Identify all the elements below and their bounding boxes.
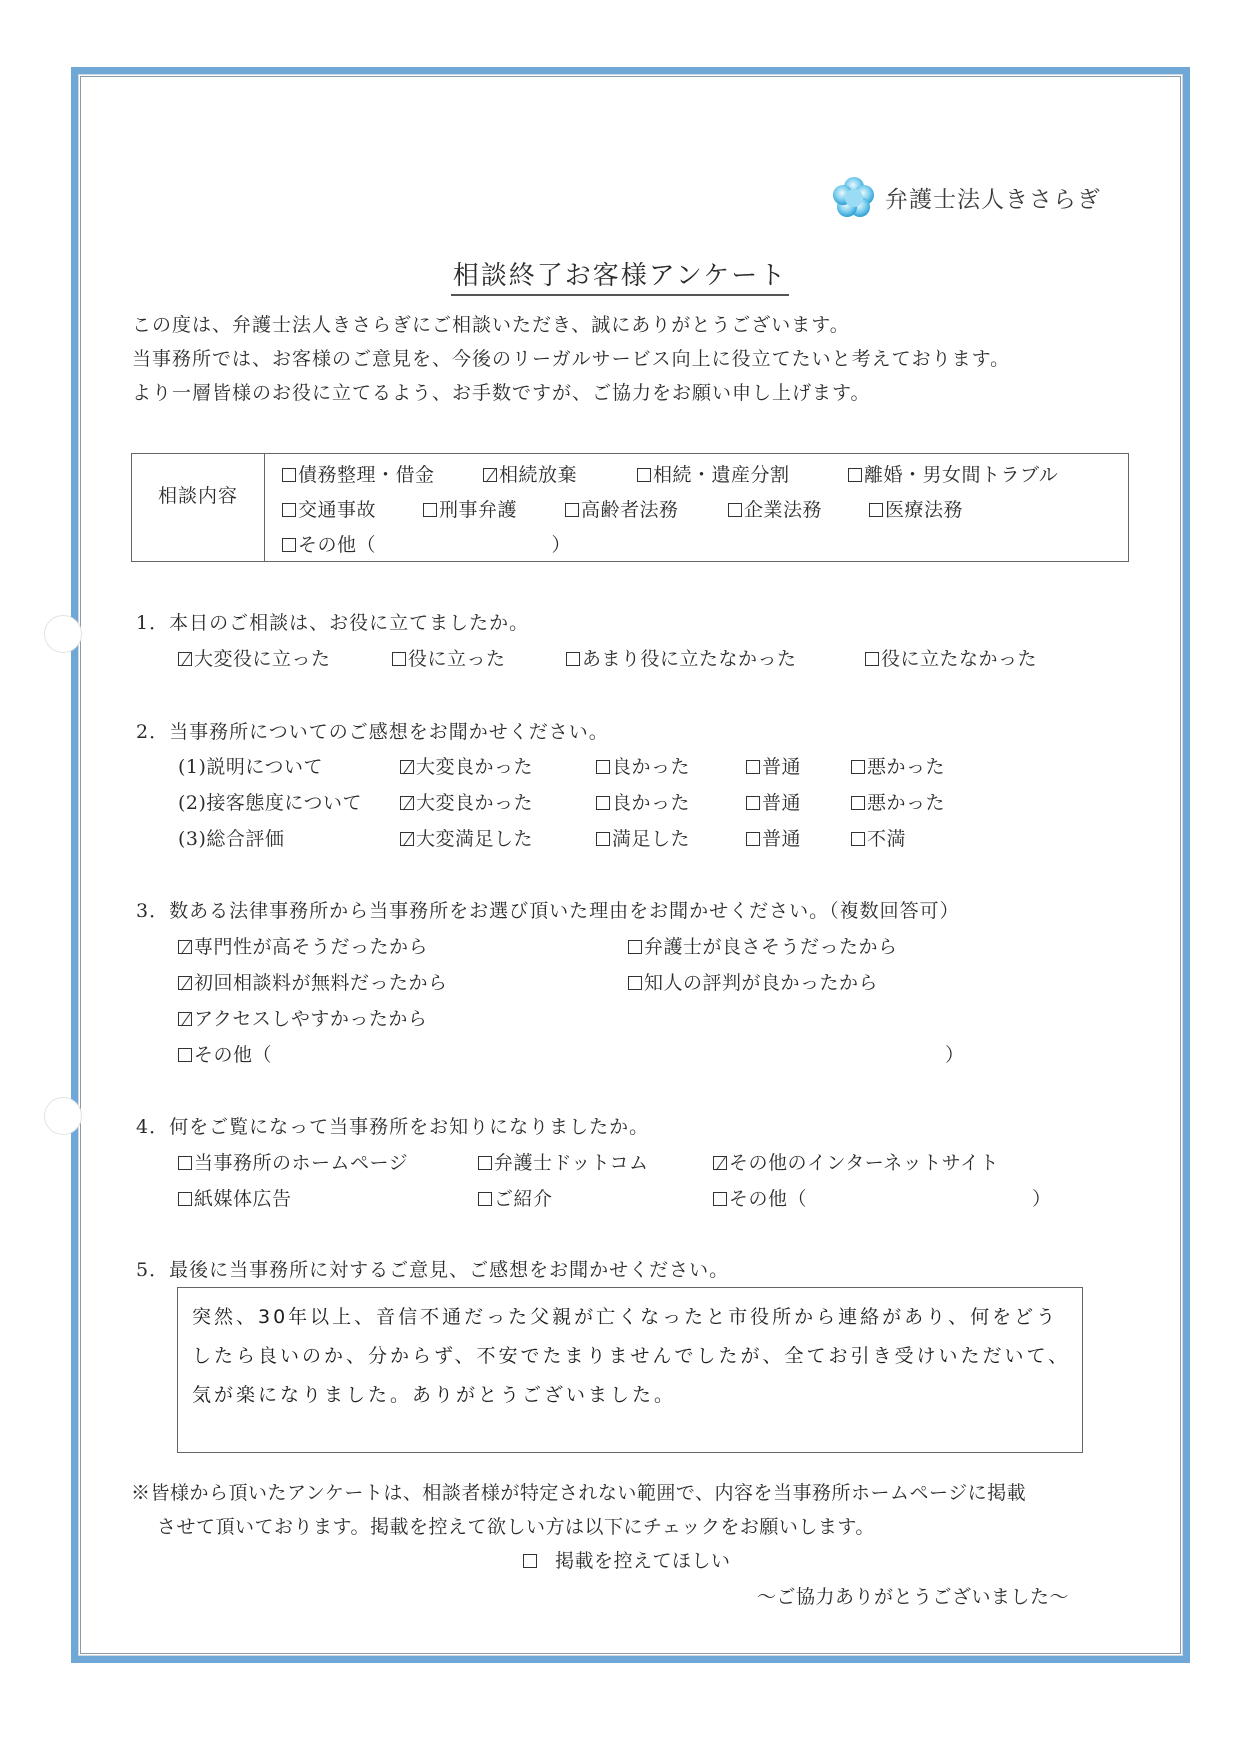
option-label: 不満	[867, 828, 907, 850]
checkbox-option[interactable]	[851, 824, 906, 851]
checkbox-option[interactable]	[178, 932, 428, 959]
checkbox-option[interactable]	[178, 1004, 427, 1031]
intro-line: より一層皆様のお役に立てるよう、お手数ですが、ご協力をお願い申し上げます。	[132, 382, 871, 404]
checked-checkbox-icon	[178, 652, 192, 666]
rating-row-label: (1)説明について	[178, 756, 324, 778]
checkbox-icon	[596, 832, 610, 846]
punch-hole	[44, 615, 82, 653]
checkbox-icon	[628, 976, 642, 990]
option-label: その他（	[729, 1188, 808, 1210]
checkbox-option[interactable]	[178, 1040, 272, 1067]
checked-checkbox-icon	[713, 1156, 727, 1170]
checkbox-option[interactable]	[565, 495, 679, 522]
optout-label: 掲載を控えてほしい	[555, 1550, 731, 1572]
checkbox-icon	[178, 1156, 192, 1170]
checkbox-icon	[282, 503, 296, 517]
checkbox-option[interactable]	[400, 824, 533, 851]
option-label: 大変満足した	[416, 828, 534, 850]
checkbox-option[interactable]	[400, 788, 533, 815]
checkbox-icon	[746, 760, 760, 774]
checkbox-option[interactable]	[713, 1148, 999, 1175]
option-label: あまり役に立たなかった	[582, 648, 797, 670]
checkbox-option[interactable]	[392, 644, 506, 671]
checkbox-icon	[565, 503, 579, 517]
option-label: アクセスしやすかったから	[194, 1008, 428, 1030]
checkbox-option[interactable]	[851, 752, 945, 779]
option-label: ご紹介	[494, 1188, 553, 1210]
checkbox-option[interactable]	[400, 752, 533, 779]
checked-checkbox-icon	[178, 1012, 192, 1026]
rating-row-label: (2)接客態度について	[178, 792, 363, 814]
checkbox-icon	[746, 832, 760, 846]
option-label: 企業法務	[744, 499, 823, 521]
option-label: 役に立たなかった	[881, 648, 1038, 670]
publication-notice: ※皆様から頂いたアンケートは、相談者様が特定されない範囲で、内容を当事務所ホームページに掲載	[131, 1482, 1027, 1504]
option-label: 役に立った	[408, 648, 506, 670]
checkbox-icon	[282, 538, 296, 552]
intro-line: この度は、弁護士法人きさらぎにご相談いただき、誠にありがとうございます。	[132, 314, 850, 336]
checked-checkbox-icon	[178, 976, 192, 990]
form-title	[0, 255, 1240, 292]
option-label: 大変良かった	[416, 792, 534, 814]
checkbox-option[interactable]	[478, 1184, 553, 1211]
checkbox-icon	[282, 468, 296, 482]
checkbox-option[interactable]	[637, 460, 790, 487]
checkbox-option[interactable]	[596, 824, 690, 851]
rating-row-label: (3)総合評価	[178, 828, 285, 850]
checkbox-option[interactable]	[628, 968, 878, 995]
option-label: 交通事故	[298, 499, 377, 521]
option-label: 弁護士ドットコム	[494, 1152, 649, 1174]
checkbox-option[interactable]	[178, 1184, 292, 1211]
option-label: 医療法務	[885, 499, 964, 521]
checkbox-icon	[746, 796, 760, 810]
checkbox-icon	[478, 1192, 492, 1206]
company-name: 弁護士法人きさらぎ	[885, 186, 1101, 213]
checkbox-option[interactable]	[628, 932, 898, 959]
option-label: その他（	[194, 1044, 273, 1066]
option-label: 高齢者法務	[581, 499, 679, 521]
option-label: 良かった	[612, 756, 691, 778]
checkbox-icon	[637, 468, 651, 482]
checkbox-icon	[178, 1048, 192, 1062]
question-2: 2．当事務所についてのご感想をお聞かせください。	[136, 721, 609, 743]
checked-checkbox-icon	[400, 760, 414, 774]
checkbox-option[interactable]	[282, 460, 435, 487]
flower-logo-icon	[833, 176, 875, 218]
option-label: その他（ ）	[298, 534, 572, 556]
option-label: 刑事弁護	[439, 499, 518, 521]
consultation-type-label: 相談内容	[132, 454, 265, 561]
checkbox-icon	[851, 760, 865, 774]
option-label: 大変良かった	[416, 756, 534, 778]
option-label: 大変役に立った	[194, 648, 331, 670]
consultation-type-table	[131, 453, 1129, 562]
option-label: 普通	[762, 828, 802, 850]
option-label: 離婚・男女間トラブル	[864, 464, 1059, 486]
option-label: 相続放棄	[499, 464, 578, 486]
checkbox-option[interactable]	[423, 495, 517, 522]
company-logo	[833, 176, 1101, 218]
option-label: 悪かった	[867, 792, 946, 814]
checkbox-icon	[865, 652, 879, 666]
checkbox-icon	[628, 940, 642, 954]
option-label: 初回相談料が無料だったから	[194, 972, 448, 994]
checkbox-icon	[423, 503, 437, 517]
checkbox-option[interactable]	[865, 644, 1037, 671]
option-label: 相続・遺産分割	[653, 464, 790, 486]
question-3: 3．数ある法律事務所から当事務所をお選び頂いた理由をお聞かせください。（複数回答可）	[136, 900, 960, 922]
checkbox-option[interactable]	[178, 1148, 408, 1175]
option-label: 専門性が高そうだったから	[194, 936, 429, 958]
option-label: 弁護士が良さそうだったから	[644, 936, 898, 958]
option-label: 普通	[762, 792, 802, 814]
option-label: 悪かった	[867, 756, 946, 778]
publication-notice: させて頂いております。掲載を控えて欲しい方は以下にチェックをお願いします。	[157, 1516, 875, 1538]
checkbox-icon	[713, 1192, 727, 1206]
checkbox-icon	[566, 652, 580, 666]
checked-checkbox-icon	[178, 940, 192, 954]
question-1: 1．本日のご相談は、お役に立てましたか。	[136, 612, 530, 634]
checkbox-icon	[848, 468, 862, 482]
checkbox-option[interactable]	[178, 644, 331, 671]
checkbox-icon	[478, 1156, 492, 1170]
checkbox-option[interactable]	[566, 644, 797, 671]
checkbox-option[interactable]	[746, 788, 801, 815]
optout-checkbox[interactable]	[523, 1546, 731, 1573]
checkbox-icon	[851, 796, 865, 810]
handwritten-comment: 突然、30年以上、音信不通だった父親が亡くなったと市役所から連絡があり、何をどうしたら良いのか、分からず、不安でたまりませんでしたが、全てお引き受けいただいて、気が楽になりました。ありがとうございました。	[192, 1306, 1071, 1406]
checkbox-option[interactable]	[728, 495, 822, 522]
intro-line: 当事務所では、お客様のご意見を、今後のリーガルサービス向上に役立てたいと考えております。	[132, 348, 1011, 370]
option-label: 普通	[762, 756, 802, 778]
checkbox-option[interactable]	[596, 752, 690, 779]
checkbox-icon	[869, 503, 883, 517]
comment-textarea[interactable]	[177, 1287, 1083, 1453]
consultation-type-options	[265, 454, 1128, 561]
question-4: 4．何をご覧になって当事務所をお知りになりましたか。	[136, 1116, 650, 1138]
option-label: 満足した	[612, 828, 691, 850]
checked-checkbox-icon	[483, 468, 497, 482]
option-label: 債務整理・借金	[298, 464, 435, 486]
option-label: 良かった	[612, 792, 691, 814]
other-close-paren: ）	[945, 1044, 965, 1066]
checkbox-option[interactable]	[478, 1148, 648, 1175]
checkbox-option[interactable]	[746, 752, 801, 779]
checkbox-icon	[728, 503, 742, 517]
closing-message: ～ご協力ありがとうございました～	[757, 1586, 1070, 1608]
option-label: 当事務所のホームページ	[194, 1152, 409, 1174]
checkbox-option[interactable]	[483, 460, 577, 487]
checkbox-option[interactable]	[282, 495, 376, 522]
checkbox-option[interactable]	[178, 968, 448, 995]
checkbox-icon	[596, 760, 610, 774]
checkbox-option[interactable]	[869, 495, 963, 522]
checkbox-option[interactable]	[848, 460, 1058, 487]
checkbox-icon	[178, 1192, 192, 1206]
checkbox-icon	[523, 1554, 537, 1568]
checkbox-option[interactable]	[282, 530, 571, 557]
option-label: その他のインターネットサイト	[729, 1152, 999, 1174]
form-title-text: 相談終了お客様アンケート	[451, 261, 789, 296]
question-5: 5．最後に当事務所に対するご意見、ご感想をお聞かせください。	[136, 1259, 730, 1281]
checked-checkbox-icon	[400, 796, 414, 810]
checkbox-option[interactable]	[746, 824, 801, 851]
checkbox-icon	[851, 832, 865, 846]
other-close-paren: ）	[1032, 1188, 1052, 1210]
punch-hole	[44, 1097, 82, 1135]
option-label: 知人の評判が良かったから	[644, 972, 879, 994]
checked-checkbox-icon	[400, 832, 414, 846]
checkbox-option[interactable]	[851, 788, 945, 815]
checkbox-option[interactable]	[596, 788, 690, 815]
checkbox-option[interactable]	[713, 1184, 807, 1211]
option-label: 紙媒体広告	[194, 1188, 292, 1210]
checkbox-icon	[392, 652, 406, 666]
checkbox-icon	[596, 796, 610, 810]
